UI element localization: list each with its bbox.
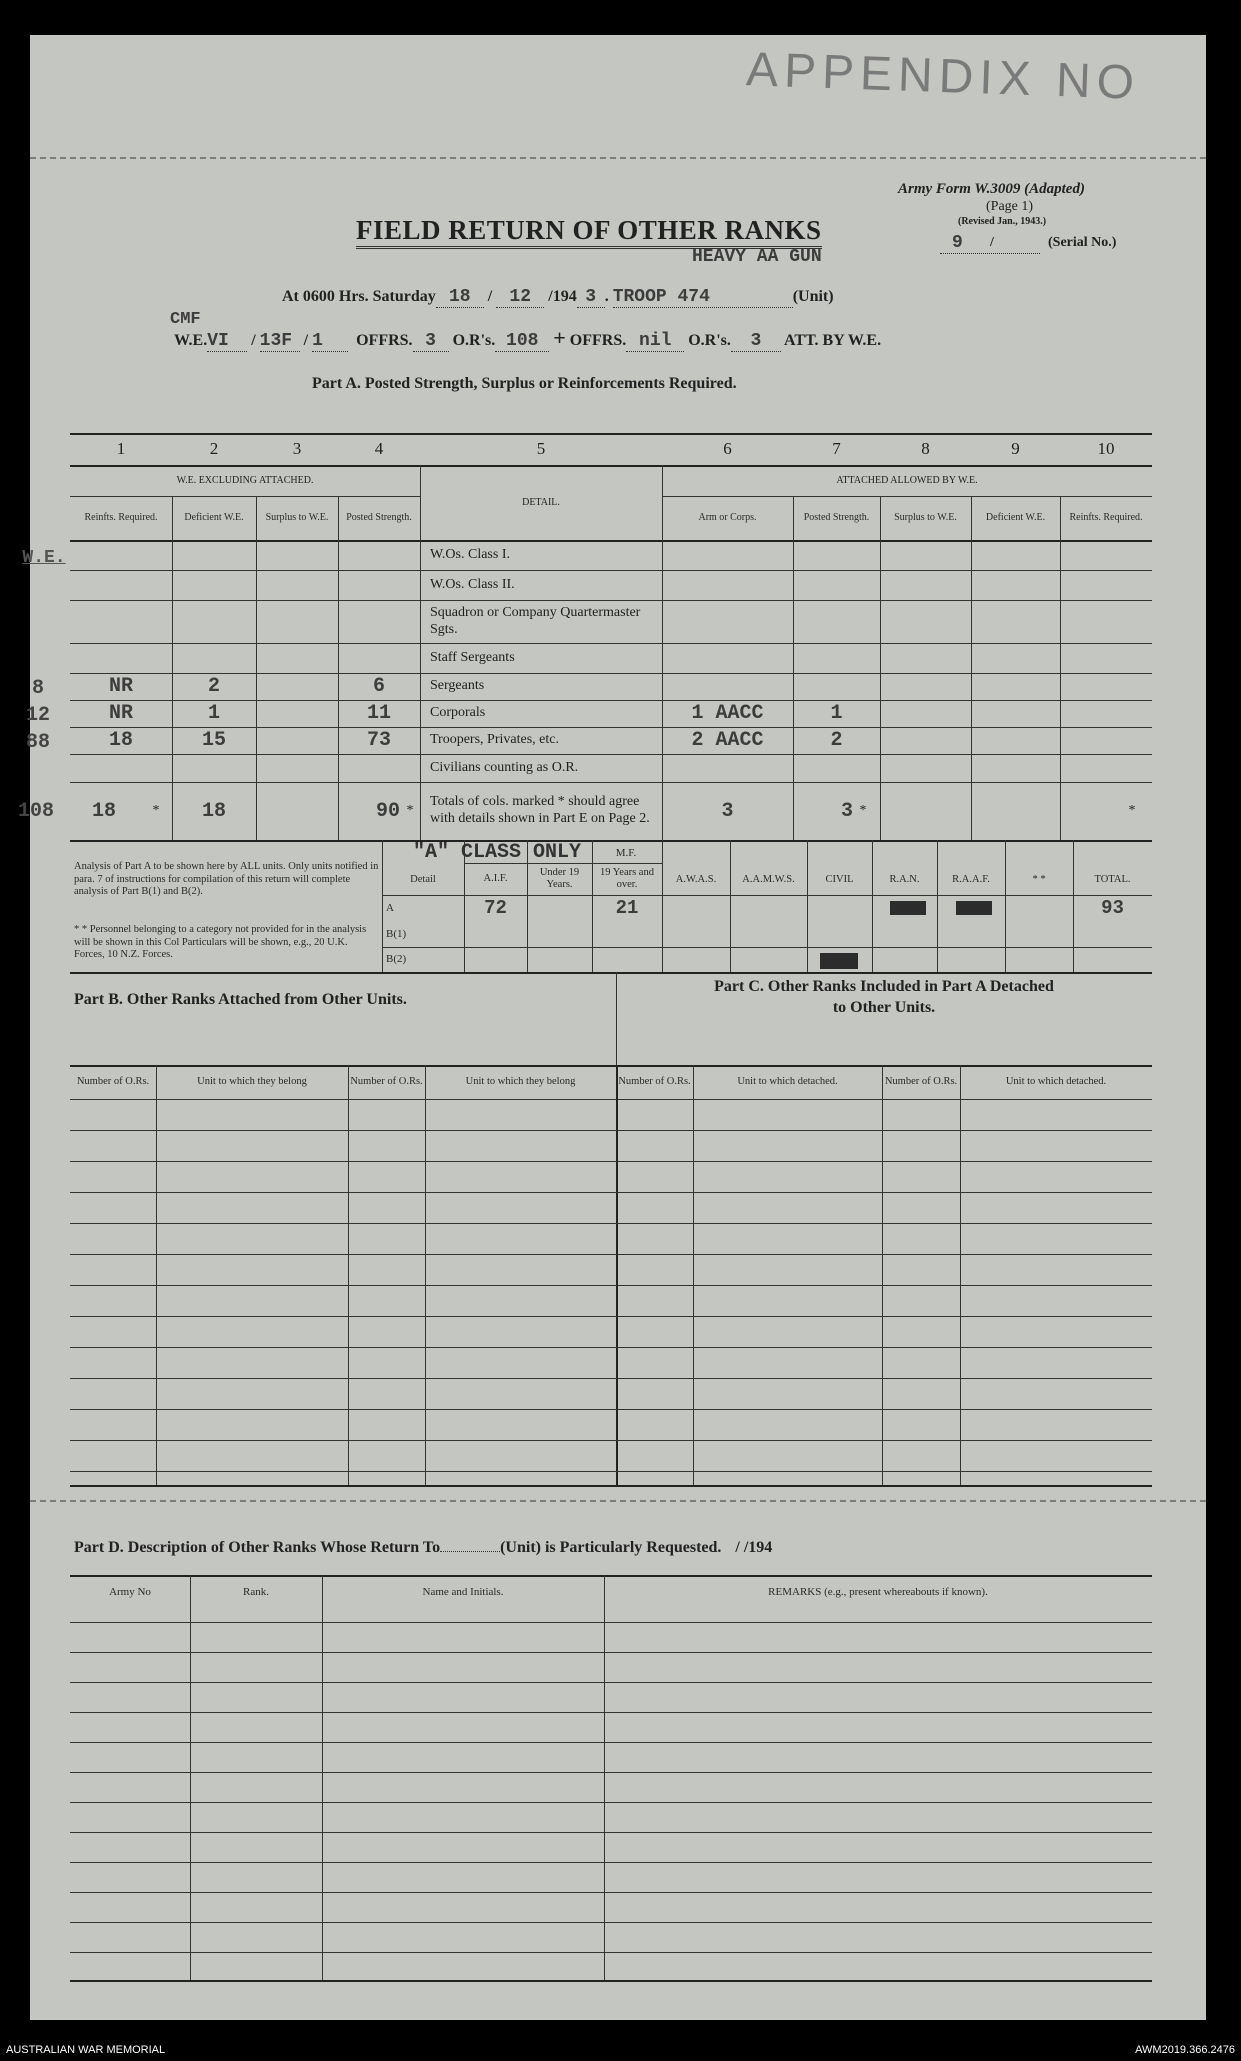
footer-left: AUSTRALIAN WAR MEMORIAL [6, 2044, 166, 2056]
sub-header: Surplus to W.E. [265, 512, 329, 524]
part-bc-row-line [70, 1223, 1152, 1224]
part-bc-row-line [70, 1285, 1152, 1286]
ors-label: O.R's. [452, 332, 496, 349]
row-attached-posted[interactable] [793, 600, 880, 643]
row-detail: W.Os. Class I. [430, 546, 510, 562]
rule-line [70, 1099, 1152, 1100]
row-detail: Troopers, Privates, etc. [430, 732, 559, 748]
row-reinfts-required[interactable] [70, 643, 172, 673]
part-bc-row-line [70, 1161, 1152, 1162]
column-number: 6 [723, 439, 732, 459]
row-posted-strength[interactable]: 73 [366, 729, 391, 752]
row-reinfts-required[interactable] [70, 754, 172, 782]
analysis-header: A.I.F. [483, 872, 508, 884]
row-surplus[interactable] [256, 727, 338, 754]
row-attached-posted[interactable] [793, 643, 880, 673]
totals-star: * [152, 802, 160, 818]
part-b-header: Unit to which they belong [465, 1075, 576, 1087]
analysis-header: 19 Years and over. [600, 866, 654, 890]
part-b-header: Unit to which they belong [197, 1075, 307, 1087]
column-number: 3 [292, 439, 302, 459]
column-number: 5 [536, 439, 546, 459]
analysis-aif[interactable] [464, 922, 527, 947]
totals-star: * [1128, 802, 1136, 818]
part-d-title [74, 1539, 772, 1557]
year-digit[interactable]: 3 [577, 287, 605, 308]
rule-line [1005, 840, 1006, 972]
totals-reinfts[interactable]: 18 [91, 799, 116, 823]
unit-label: (Unit) [792, 288, 834, 305]
row-surplus[interactable] [256, 570, 338, 600]
offrs2-value[interactable]: nil [626, 331, 684, 352]
date-day[interactable]: 18 [436, 287, 484, 308]
form-page: (Page 1) [986, 199, 1034, 214]
att-label: ATT. BY W.E. [784, 332, 882, 349]
rule-line [730, 840, 731, 972]
a-class-only-stamp: "A" CLASS ONLY [412, 840, 582, 864]
rule-line [662, 840, 663, 972]
part-bc-row-line [70, 1347, 1152, 1348]
row-arm-or-corps[interactable] [662, 540, 793, 570]
part-b-header: Number of O.Rs. [76, 1075, 150, 1087]
part-d-row-line [70, 1682, 1152, 1683]
form-title: FIELD RETURN OF OTHER RANKS [356, 215, 822, 249]
part-d-header: Name and Initials. [422, 1585, 504, 1598]
part-d-header: Rank. [243, 1585, 269, 1598]
row-surplus[interactable] [256, 754, 338, 782]
row-detail: Squadron or Company Quartermaster Sgts. [430, 605, 641, 637]
part-d-row-line [70, 1742, 1152, 1743]
analysis-header: R.A.A.F. [952, 873, 990, 885]
analysis-total[interactable] [1073, 922, 1152, 947]
row-arm-or-corps[interactable]: 1 AACC [691, 702, 764, 725]
date-month[interactable]: 12 [496, 287, 544, 308]
totals-posted[interactable]: 90 [375, 799, 400, 823]
ors2-label: O.R's. [688, 332, 731, 349]
row-reinfts-required[interactable] [70, 600, 172, 643]
unit-stamp: HEAVY AA GUN [692, 247, 822, 267]
row-we-value[interactable]: 88 [25, 731, 50, 754]
totals-deficient[interactable]: 18 [201, 799, 226, 823]
column-number: 4 [374, 439, 384, 459]
analysis-header: CIVIL [825, 873, 854, 885]
army-form-number: Army Form W.3009 (Adapted) [898, 181, 1085, 197]
analysis-over19[interactable] [592, 947, 662, 972]
analysis-under19[interactable] [527, 895, 592, 922]
analysis-total[interactable] [1073, 947, 1152, 972]
row-posted-strength[interactable] [338, 600, 420, 643]
cmf-stamp: CMF [170, 310, 201, 329]
part-c-header: Number of O.Rs. [618, 1075, 691, 1087]
rule-line [872, 840, 873, 972]
part-d-row-line [70, 1712, 1152, 1713]
row-detail: Sergeants [430, 678, 485, 694]
we-value-2[interactable]: 13F [260, 331, 300, 352]
redaction-mark [956, 901, 992, 915]
detail-header: DETAIL. [522, 496, 560, 508]
row-posted-strength[interactable] [338, 570, 420, 600]
row-reinfts-required[interactable] [70, 570, 172, 600]
we-line: W.E.VI / 13F / 1 OFFRS. 3 O.R's. 108 + OFFRS. nil O.R's. 3 ATT. BY W.E. [174, 325, 882, 351]
row-detail: Corporals [430, 705, 486, 721]
row-attached-posted[interactable]: 2 [830, 729, 843, 752]
row-deficient[interactable] [172, 540, 256, 570]
we-value-3[interactable]: 1 [312, 331, 348, 352]
row-attached-posted[interactable] [793, 673, 880, 700]
perforation-line [30, 157, 1206, 159]
row-reinfts-required[interactable] [70, 540, 172, 570]
row-deficient[interactable] [172, 600, 256, 643]
rule-line [425, 1065, 426, 1485]
margin-we-label: W.E. [22, 547, 66, 568]
offrs2-label: OFFRS. [569, 332, 627, 349]
row-we-value[interactable]: 12 [25, 704, 50, 727]
sub-header: Deficient W.E. [184, 512, 244, 524]
row-we-value[interactable]: 8 [31, 677, 44, 700]
analysis-aif[interactable] [464, 947, 527, 972]
row-surplus[interactable] [256, 700, 338, 727]
part-d-header: REMARKS (e.g., present whereabouts if known). [768, 1585, 988, 1598]
totals-arm-or-corps[interactable]: 3 [721, 799, 734, 823]
part-b-header: Number of O.Rs. [350, 1075, 423, 1087]
form-revised: (Revised Jan., 1943.) [958, 216, 1047, 227]
part-bc-row-line [70, 1254, 1152, 1255]
at-line: At 0600 Hrs. Saturday 18 / 12 /194 3 . TROOP 474 (Unit) [282, 287, 834, 307]
rule-line [693, 1065, 694, 1485]
part-d-row-line [70, 1922, 1152, 1923]
totals-we[interactable]: 108 [17, 799, 54, 823]
analysis-over19[interactable]: 21 [615, 896, 639, 919]
serial-sep: / [990, 235, 994, 250]
part-d-unit-field[interactable] [440, 1551, 500, 1552]
column-number: 1 [116, 439, 126, 459]
part-c-header: Unit to which detached. [737, 1075, 838, 1087]
analysis-header: Under 19 Years. [539, 866, 580, 890]
part-bc-row-line [70, 1409, 1152, 1410]
part-d-row-line [70, 1802, 1152, 1803]
ors-value[interactable]: 108 [495, 331, 549, 352]
rule-line [190, 1575, 191, 1980]
analysis-note: Analysis of Part A to be shown here by ALL units. Only units notified in para. 7 of instructions for compilation of this return will complete analysis of Part B(1) and B(2). [74, 861, 379, 898]
row-deficient[interactable] [172, 570, 256, 600]
row-arm-or-corps[interactable]: 2 AACC [691, 729, 764, 752]
analysis-note-2: * * Personnel belonging to a category not provided for in the analysis will be shown in this Col Particulars will be shown, e.g., 20 U.K. Forces, 10 N.Z. Forces. [74, 924, 367, 961]
column-number: 2 [209, 439, 219, 459]
redaction-mark [890, 901, 926, 915]
group-header-right: ATTACHED ALLOWED BY W.E. [836, 474, 978, 486]
part-d-row-line [70, 1892, 1152, 1893]
analysis-header: A.A.M.W.S. [742, 873, 795, 885]
perforation-line-2 [30, 1500, 1206, 1502]
row-detail: Staff Sergeants [430, 649, 515, 665]
footer [0, 2040, 1241, 2061]
serial-field[interactable] [940, 235, 1040, 254]
totals-detail: Totals of cols. marked * should agree with details shown in Part E on Page 2. [430, 794, 650, 826]
row-attached-posted[interactable] [793, 570, 880, 600]
sub-header: Reinfts. Required. [1069, 512, 1143, 524]
part-d-row-line [70, 1652, 1152, 1653]
rule-line [616, 1065, 618, 1485]
sub-header: Posted Strength. [803, 512, 870, 524]
year-prefix: 194 [552, 288, 577, 305]
rule-line [882, 1065, 883, 1485]
analysis-under19[interactable] [527, 922, 592, 947]
row-detail: W.Os. Class II. [430, 576, 515, 592]
sub-header: Posted Strength. [346, 512, 412, 524]
part-bc-row-line [70, 1130, 1152, 1131]
footer-right: AWM2019.366.2476 [1135, 2044, 1235, 2056]
mf-header: M.F. [615, 846, 637, 859]
sub-header: Reinfts. Required. [84, 512, 158, 524]
offrs-value[interactable]: 3 [413, 331, 449, 352]
column-number: 8 [921, 439, 930, 459]
row-posted-strength[interactable] [338, 754, 420, 782]
row-attached-posted[interactable] [793, 754, 880, 782]
row-arm-or-corps[interactable] [662, 570, 793, 600]
part-c-title-line-2: to Other Units. [832, 998, 936, 1016]
column-number: 10 [1097, 439, 1115, 459]
analysis-header: Detail [410, 873, 436, 885]
analysis-row-detail: B(2) [386, 953, 407, 966]
row-posted-strength[interactable] [338, 540, 420, 570]
analysis-aif[interactable]: 72 [484, 896, 507, 919]
rule-line [322, 1575, 323, 1980]
row-posted-strength[interactable]: 6 [372, 675, 385, 698]
sub-header: Surplus to W.E. [894, 512, 957, 524]
column-number: 9 [1011, 439, 1020, 459]
row-surplus[interactable] [256, 643, 338, 673]
serial-label: (Serial No.) [1048, 235, 1117, 250]
rule-line [156, 1065, 157, 1485]
row-deficient[interactable] [172, 754, 256, 782]
row-surplus[interactable] [256, 540, 338, 570]
row-deficient[interactable]: 15 [201, 729, 226, 752]
row-reinfts-required[interactable]: NR [108, 702, 133, 725]
row-we-value[interactable] [12, 756, 64, 784]
redaction-mark [820, 953, 858, 969]
part-d-header: Army No [109, 1585, 151, 1598]
we-value-1[interactable]: VI [207, 331, 247, 352]
part-d-title-a: Part D. Description of Other Ranks Whose Return To [74, 1539, 441, 1556]
analysis-total[interactable]: 93 [1101, 896, 1124, 919]
group-header-left: W.E. EXCLUDING ATTACHED. [176, 474, 314, 486]
row-arm-or-corps[interactable] [662, 754, 793, 782]
we-label: W.E. [174, 332, 208, 349]
rule-line [70, 1980, 1152, 1982]
totals-star: * [859, 802, 867, 818]
row-deficient[interactable] [172, 643, 256, 673]
column-number: 7 [832, 439, 841, 459]
row-we-value[interactable] [12, 602, 64, 645]
rule-line [616, 972, 617, 1065]
rule-line [348, 1065, 349, 1485]
analysis-header: TOTAL. [1094, 873, 1131, 885]
row-arm-or-corps[interactable] [662, 600, 793, 643]
rule-line [807, 840, 808, 972]
row-we-value[interactable] [12, 542, 64, 572]
totals-star: * [406, 802, 414, 818]
row-attached-posted[interactable]: 1 [830, 702, 843, 725]
row-deficient[interactable]: 2 [207, 675, 220, 698]
ors2-value[interactable]: 3 [731, 331, 781, 352]
row-posted-strength[interactable]: 11 [366, 702, 391, 725]
row-arm-or-corps[interactable] [662, 643, 793, 673]
rule-line [604, 1575, 605, 1980]
analysis-header: R.A.N. [889, 873, 920, 885]
rule-line [960, 1065, 961, 1485]
part-c-header: Number of O.Rs. [884, 1075, 958, 1087]
offrs-label: OFFRS. [356, 332, 413, 349]
rule-line [1060, 496, 1061, 840]
part-bc-row-line [70, 1440, 1152, 1441]
part-a-title: Part A. Posted Strength, Surplus or Reinforcements Required. [312, 375, 737, 392]
row-reinfts-required[interactable]: 18 [108, 729, 133, 752]
row-attached-posted[interactable] [793, 540, 880, 570]
part-d-title-b: (Unit) is Particularly Requested. [500, 1539, 722, 1556]
rule-line [70, 1485, 1152, 1487]
sub-header: Arm or Corps. [698, 512, 757, 524]
analysis-row-detail: A [386, 902, 394, 915]
part-bc-row-line [70, 1192, 1152, 1193]
part-b-title: Part B. Other Ranks Attached from Other Units. [74, 990, 407, 1008]
rule-line [937, 840, 938, 972]
row-reinfts-required[interactable]: NR [108, 675, 133, 698]
row-surplus[interactable] [256, 600, 338, 643]
rule-line [880, 496, 881, 840]
part-d-row-line [70, 1832, 1152, 1833]
analysis-over19[interactable] [592, 922, 662, 947]
analysis-header: A.W.A.S. [675, 873, 717, 885]
row-arm-or-corps[interactable] [662, 673, 793, 700]
row-deficient[interactable]: 1 [207, 702, 220, 725]
part-bc-row-line [70, 1378, 1152, 1379]
sub-header: Deficient W.E. [985, 512, 1046, 524]
analysis-row-detail: B(1) [386, 928, 407, 941]
unit-value[interactable]: TROOP 474 [613, 287, 793, 308]
part-c-header: Unit to which detached. [1005, 1075, 1107, 1087]
at-label: At 0600 Hrs. Saturday [282, 288, 436, 305]
part-d-row-line [70, 1862, 1152, 1863]
totals-attached-posted[interactable]: 3 [840, 799, 853, 823]
handwritten-note: APPENDIX NO [745, 43, 1141, 110]
rule-line [971, 496, 972, 840]
row-detail: Civilians counting as O.R. [430, 759, 579, 775]
part-bc-row-line [70, 1471, 1152, 1472]
rule-line [70, 972, 1152, 974]
row-posted-strength[interactable] [338, 643, 420, 673]
row-surplus[interactable] [256, 673, 338, 700]
row-we-value[interactable] [12, 645, 64, 675]
rule-line [70, 1622, 1152, 1623]
serial-value: 9 [952, 233, 963, 253]
row-we-value[interactable] [12, 572, 64, 602]
analysis-header: * * [1032, 873, 1046, 885]
analysis-under19[interactable] [527, 947, 592, 972]
part-bc-row-line [70, 1316, 1152, 1317]
part-d-row-line [70, 1952, 1152, 1953]
form-sheet [17, 35, 1206, 2020]
plus-sign: + [553, 325, 566, 350]
part-d-row-line [70, 1772, 1152, 1773]
part-c-title-line-1: Part C. Other Ranks Included in Part A Detached [714, 977, 1054, 995]
part-d-date[interactable]: / /194 [735, 1539, 773, 1556]
